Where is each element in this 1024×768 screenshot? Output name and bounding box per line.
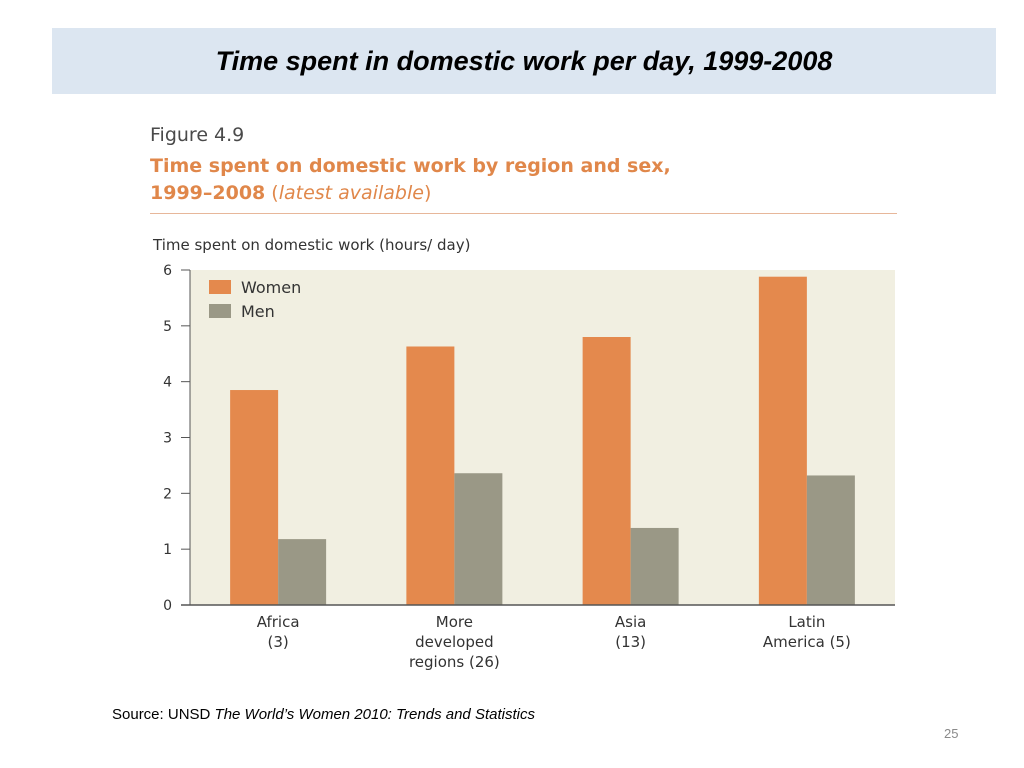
figure-title-latest: latest available [278, 182, 424, 204]
bar-men [454, 473, 502, 605]
source-work-title: The World’s Women 2010: Trends and Statistics [214, 706, 535, 723]
slide-title-banner [52, 28, 996, 94]
figure-title [150, 153, 890, 207]
figure-title-line-1: Time spent on domestic work by region and sex, [150, 155, 671, 177]
bar-women [230, 390, 278, 605]
figure-title-open-paren: ( [265, 182, 279, 204]
y-axis-title: Time spent on domestic work (hours/ day) [153, 236, 471, 254]
source-note [112, 706, 535, 723]
figure-title-close-paren: ) [423, 182, 432, 204]
legend-swatch-men [209, 304, 231, 318]
bar-men [807, 475, 855, 605]
bar-chart [140, 258, 910, 678]
legend-label-women: Women [241, 278, 302, 297]
x-category-label: Asia [614, 613, 647, 631]
x-category-label: (13) [615, 633, 647, 651]
x-category-label: More [435, 613, 473, 631]
source-prefix: Source: UNSD [112, 706, 215, 723]
bar-women [406, 346, 454, 605]
x-category-label: America (5) [762, 633, 851, 651]
y-tick-label: 5 [163, 318, 172, 335]
legend-label-men: Men [241, 302, 275, 321]
bar-men [278, 539, 326, 605]
y-tick-label: 1 [163, 542, 172, 559]
figure-number: Figure 4.9 [150, 124, 245, 146]
legend-swatch-women [209, 280, 231, 294]
y-tick-label: 2 [163, 486, 172, 503]
y-tick-label: 6 [163, 263, 172, 279]
figure-title-line-2 [150, 180, 890, 207]
x-category-label: Latin [788, 613, 826, 631]
slide-title: Time spent in domestic work per day, 1999-2008 [215, 45, 833, 76]
bar-women [759, 277, 807, 605]
y-tick-label: 0 [163, 598, 172, 614]
bar-women [583, 337, 631, 605]
x-category-label: developed [415, 633, 494, 651]
bar-men [631, 528, 679, 605]
y-tick-label: 3 [163, 430, 172, 447]
figure-divider [150, 213, 897, 214]
x-category-label: regions (26) [408, 653, 500, 671]
y-tick-label: 4 [163, 374, 172, 391]
page-number: 25 [944, 726, 959, 741]
figure-title-years: 1999–2008 [150, 182, 266, 204]
x-category-label: (3) [267, 633, 289, 651]
x-category-label: Africa [256, 613, 300, 631]
